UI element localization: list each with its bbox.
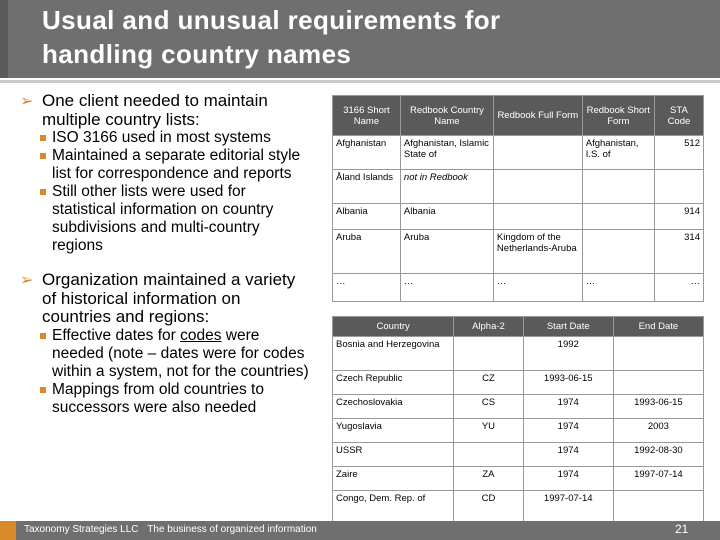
table-row xyxy=(333,337,704,371)
table-row xyxy=(333,204,704,230)
table-cell xyxy=(454,337,523,371)
bullet-client-lists xyxy=(20,92,310,129)
slide-title-line1: Usual and unusual requirements for xyxy=(42,5,501,35)
column-header: STA Code xyxy=(654,96,703,136)
column-header: Alpha-2 xyxy=(454,317,523,337)
table-cell: 512 xyxy=(654,136,703,170)
square-bullet-icon xyxy=(40,153,46,159)
column-header: End Date xyxy=(613,317,703,337)
sub-bullet-text: Effective dates for codes were needed (note – dates were for codes within a system, not for the countries) xyxy=(52,326,309,380)
table-cell: 1992 xyxy=(523,337,613,371)
page-number: 21 xyxy=(675,522,689,536)
table-cell: Congo, Dem. Rep. of xyxy=(333,491,454,525)
bullet-list xyxy=(20,92,310,417)
table-cell xyxy=(582,204,654,230)
sub-bullet xyxy=(20,129,310,147)
table-cell: 914 xyxy=(654,204,703,230)
table-cell: 1997-07-14 xyxy=(613,467,703,491)
footer-tagline: The business of organized information xyxy=(147,524,317,535)
table-row xyxy=(333,230,704,274)
sub-bullet-text: ISO 3166 used in most systems xyxy=(52,129,271,146)
table-cell: 1993-06-15 xyxy=(613,395,703,419)
table-cell xyxy=(582,170,654,204)
table-cell: CZ xyxy=(454,371,523,395)
table-cell: Yugoslavia xyxy=(333,419,454,443)
table-cell xyxy=(613,491,703,525)
footer xyxy=(24,524,317,535)
table-cell: Bosnia and Herzegovina xyxy=(333,337,454,371)
sub-bullet xyxy=(20,147,310,183)
bullet-historical-info xyxy=(20,271,310,327)
table-cell: … xyxy=(654,274,703,302)
table-cell xyxy=(613,337,703,371)
slide-title xyxy=(42,3,682,71)
table-row xyxy=(333,371,704,395)
table-cell: Zaire xyxy=(333,467,454,491)
table-cell: Aruba xyxy=(400,230,493,274)
table-row xyxy=(333,395,704,419)
sub-bullet-text: Mappings from old countries to successors were also needed xyxy=(52,380,264,416)
bullet-text: Organization maintained a variety of historical information on countries and regions: xyxy=(42,270,296,326)
column-header: Redbook Short Form xyxy=(582,96,654,136)
footer-accent xyxy=(0,521,16,540)
column-header: Country xyxy=(333,317,454,337)
table-cell: not in Redbook xyxy=(400,170,493,204)
table-cell: Kingdom of the Netherlands-Aruba xyxy=(493,230,582,274)
table-row xyxy=(333,443,704,467)
table-cell: 1974 xyxy=(523,467,613,491)
table-cell: CD xyxy=(454,491,523,525)
table-cell: Albania xyxy=(333,204,401,230)
table-row xyxy=(333,274,704,302)
table-cell: ZA xyxy=(454,467,523,491)
table-row xyxy=(333,170,704,204)
table-cell: 1974 xyxy=(523,419,613,443)
table-cell: … xyxy=(493,274,582,302)
table-cell: CS xyxy=(454,395,523,419)
table-cell: USSR xyxy=(333,443,454,467)
title-bar-accent xyxy=(0,0,8,78)
table-cell: 1974 xyxy=(523,395,613,419)
column-header: Redbook Full Form xyxy=(493,96,582,136)
table-cell: 1974 xyxy=(523,443,613,467)
table-cell xyxy=(613,371,703,395)
sub-bullet-text: Maintained a separate editorial style list for correspondence and reports xyxy=(52,147,301,182)
bullet-text: One client needed to maintain multiple country lists: xyxy=(42,91,268,129)
table-row xyxy=(333,467,704,491)
table-cell: Czech Republic xyxy=(333,371,454,395)
table-cell xyxy=(493,136,582,170)
table-cell: 2003 xyxy=(613,419,703,443)
title-bar xyxy=(0,0,720,78)
table-cell: Aruba xyxy=(333,230,401,274)
table-cell xyxy=(654,170,703,204)
table-cell: … xyxy=(400,274,493,302)
table-row xyxy=(333,419,704,443)
slide-title-line2: handling country names xyxy=(42,39,352,69)
sub-bullet xyxy=(20,183,310,255)
table-cell: Afghanistan xyxy=(333,136,401,170)
sub-bullet xyxy=(20,327,310,381)
column-header: Start Date xyxy=(523,317,613,337)
square-bullet-icon xyxy=(40,135,46,141)
square-bullet-icon xyxy=(40,387,46,393)
footer-company: Taxonomy Strategies LLC xyxy=(24,524,139,535)
table-cell xyxy=(493,204,582,230)
table-cell: … xyxy=(333,274,401,302)
table-header-row xyxy=(333,96,704,136)
sub-bullet-text: Still other lists were used for statistical information on country subdivisions and multi-country regions xyxy=(52,183,274,254)
table-row xyxy=(333,136,704,170)
table-cell xyxy=(454,443,523,467)
table-cell: Albania xyxy=(400,204,493,230)
table-cell: Afghanistan, Islamic State of xyxy=(400,136,493,170)
table-cell: YU xyxy=(454,419,523,443)
table-cell: … xyxy=(582,274,654,302)
title-divider xyxy=(0,80,720,83)
table-cell xyxy=(493,170,582,204)
country-names-table xyxy=(332,95,704,302)
table-row xyxy=(333,491,704,525)
sub-bullet xyxy=(20,381,310,417)
table-cell: 1997-07-14 xyxy=(523,491,613,525)
table-cell: 314 xyxy=(654,230,703,274)
table-cell xyxy=(582,230,654,274)
table-cell: 1993-06-15 xyxy=(523,371,613,395)
arrow-bullet-icon: ➢ xyxy=(20,272,34,289)
codes-underlined: codes xyxy=(180,326,222,344)
arrow-bullet-icon: ➢ xyxy=(20,93,34,110)
country-dates-table xyxy=(332,316,704,525)
table-header-row xyxy=(333,317,704,337)
table-cell: 1992-08-30 xyxy=(613,443,703,467)
column-header: 3166 Short Name xyxy=(333,96,401,136)
table-cell: Afghanistan, I.S. of xyxy=(582,136,654,170)
square-bullet-icon xyxy=(40,189,46,195)
column-header: Redbook Country Name xyxy=(400,96,493,136)
table-cell: Czechoslovakia xyxy=(333,395,454,419)
table-cell: Åland Islands xyxy=(333,170,401,204)
square-bullet-icon xyxy=(40,333,46,339)
